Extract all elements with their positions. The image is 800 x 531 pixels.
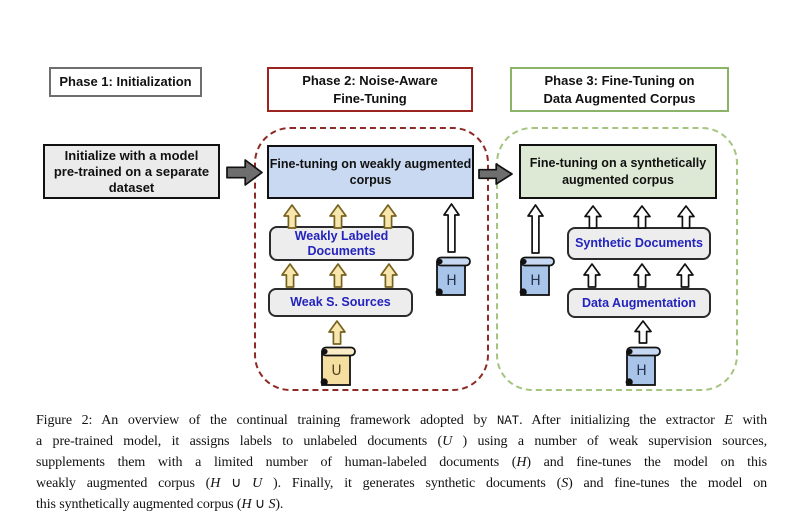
data-augmentation-box — [567, 288, 711, 318]
svg-text:H: H — [636, 363, 647, 379]
weak-sources-label: Weak S. Sources — [290, 295, 391, 309]
fine-tuning-synthetic-box — [519, 144, 717, 199]
up-arrow-white-icon — [634, 320, 652, 344]
flow-arrow-init-to-phase2-icon — [226, 158, 263, 187]
up-arrow-white-icon — [676, 263, 694, 288]
svg-text:H: H — [446, 273, 457, 289]
data-aug-label: Data Augmentation — [581, 295, 697, 310]
figure-caption — [36, 410, 767, 515]
caption-line: weakly augmented corpus (H ∪ U ). Finally, it generates synthetic documents (S) and fine-tunes the model on — [36, 476, 767, 491]
flow-arrow-phase2-to-phase3-icon — [478, 162, 513, 186]
fine-tuning-weakly-augmented-box — [267, 145, 474, 199]
human-documents-scroll-icon — [515, 255, 557, 297]
synthetic-docs-label: Synthetic Documents — [575, 236, 703, 250]
up-arrow-yellow-icon — [281, 263, 299, 288]
up-arrow-yellow-icon — [329, 263, 347, 288]
initialize-model-box — [43, 144, 220, 199]
init-box-line3: dataset — [108, 179, 155, 195]
caption-line: a pre-trained model, it assigns labels to unlabeled documents (U ) using a number of weak supervision sources, — [36, 434, 767, 449]
phase3-title-line1: Phase 3: Fine-Tuning on — [544, 72, 695, 88]
weakly-labeled-line2: Documents — [307, 243, 376, 258]
caption-line: supplements them with a limited number of human-labeled documents (H) and fine-tunes the model on this — [36, 455, 768, 470]
phase3-title-line2: Data Augmented Corpus — [543, 90, 696, 106]
up-arrow-yellow-icon — [328, 320, 346, 345]
up-arrow-yellow-icon — [283, 204, 301, 229]
weakly-labeled-documents-box — [269, 226, 414, 261]
up-arrow-white-icon — [584, 205, 602, 229]
weak-supervision-sources-box — [268, 288, 413, 317]
up-arrow-white-icon — [633, 205, 651, 229]
phase2-title-line2: Fine-Tuning — [333, 90, 407, 106]
up-arrow-white-icon — [583, 263, 601, 288]
phase3-header — [510, 67, 729, 112]
phase1-title: Phase 1: Initialization — [59, 74, 192, 89]
init-box-line1: Initialize with a model — [64, 147, 199, 163]
synthetic-documents-box — [567, 227, 711, 260]
unlabeled-documents-scroll-icon — [316, 345, 358, 387]
up-arrow-white-icon — [633, 263, 651, 288]
phase1-header — [49, 67, 202, 97]
phase2-title-line1: Phase 2: Noise-Aware — [302, 72, 438, 88]
up-arrow-yellow-icon — [380, 263, 398, 288]
up-arrow-human-docs-icon — [527, 204, 544, 254]
human-documents-scroll-icon — [431, 255, 473, 297]
syn-corpus-line2: augmented corpus — [562, 172, 674, 187]
up-arrow-yellow-icon — [329, 204, 347, 229]
human-documents-scroll-icon — [621, 345, 663, 387]
weak-corpus-line2: corpus — [349, 173, 392, 187]
caption-line: this synthetically augmented corpus (H ∪ S). — [36, 497, 284, 512]
weakly-labeled-line1: Weakly Labeled — [294, 228, 389, 243]
up-arrow-white-icon — [677, 205, 695, 229]
svg-text:U: U — [331, 363, 342, 379]
init-box-line2: pre-trained on a separate — [53, 163, 210, 179]
up-arrow-human-docs-icon — [443, 203, 460, 253]
caption-line: Figure 2: An overview of the continual training framework adopted by NAT. After initializing the extractor E with — [36, 413, 767, 428]
syn-corpus-line1: Fine-tuning on a synthetically — [529, 156, 707, 170]
weak-corpus-line1: Fine-tuning on weakly augmented — [269, 156, 472, 171]
up-arrow-yellow-icon — [379, 204, 397, 229]
svg-text:H: H — [530, 273, 541, 289]
phase2-header — [267, 67, 473, 112]
